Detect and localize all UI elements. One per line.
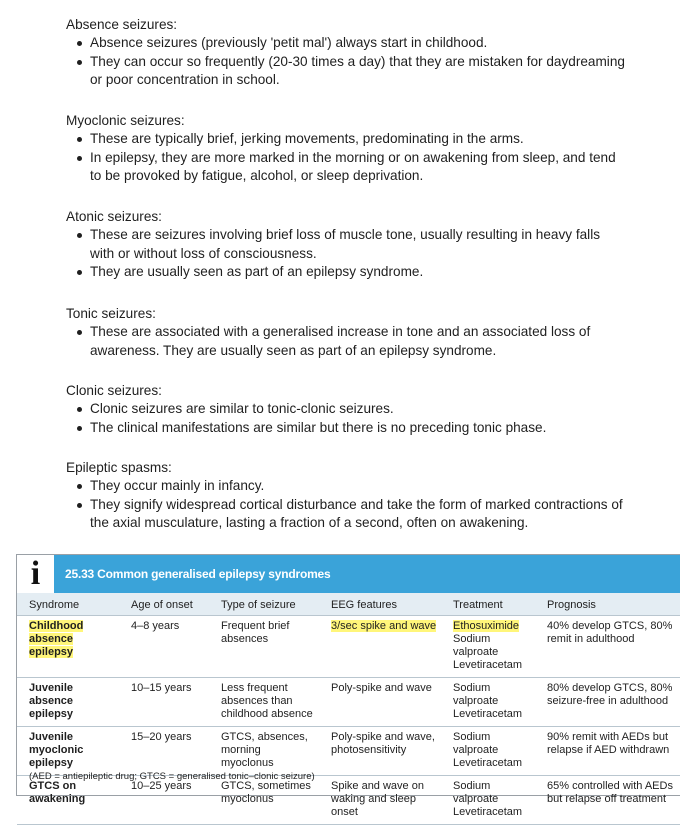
treatment-item: Sodium valproate [453, 682, 499, 707]
bullet: Clonic seizures are similar to tonic-clonic seizures. [66, 400, 626, 419]
syndrome-cell: Juvenile absence epilepsy [17, 678, 119, 727]
age-cell: 10–25 years [119, 776, 209, 825]
section-heading: Myoclonic seizures: [66, 113, 185, 128]
syndrome-cell: Childhood absence epilepsy [29, 620, 84, 658]
section-heading: Clonic seizures: [66, 383, 162, 398]
age-cell: 4–8 years [119, 616, 209, 678]
table-row [17, 616, 680, 678]
epilepsy-syndromes-box [16, 554, 680, 818]
treatment-item: Ethosuximide [453, 620, 520, 632]
eeg-cell: Poly-spike and wave, photosensitivity [319, 727, 441, 776]
section-clonic [66, 381, 626, 437]
treatment-item: Levetiracetam [453, 659, 523, 671]
prognosis-cell: 40% develop GTCS, 80% remit in adulthood [535, 616, 680, 678]
section-atonic [66, 207, 626, 282]
column-header: Type of seizure [209, 593, 319, 616]
bullet: These are seizures involving brief loss of muscle tone, usually resulting in heavy falls with or without loss of consciousness. [66, 226, 626, 263]
table-header-row [17, 593, 680, 616]
box-header [17, 555, 680, 593]
eeg-cell: Spike and wave on waking and sleep onset [319, 776, 441, 825]
bullet: They are usually seen as part of an epilepsy syndrome. [66, 263, 626, 282]
syndrome-cell: GTCS on awakening [17, 776, 119, 825]
treatment-cell [441, 776, 535, 825]
treatment-item: Sodium valproate [453, 780, 499, 805]
table-footnote: (AED = antiepileptic drug; GTCS = generalised tonic–clonic seizure) [29, 771, 315, 782]
prognosis-cell: 90% remit with AEDs but relapse if AED withdrawn [535, 727, 680, 776]
column-header: Syndrome [17, 593, 119, 616]
treatment-item: Sodium valproate [453, 633, 499, 658]
table-row [17, 678, 680, 727]
column-header: Age of onset [119, 593, 209, 616]
seizure-type-cell: GTCS, sometimes myoclonus [209, 776, 319, 825]
bullet: They signify widespread cortical disturbance and take the form of marked contractions of the axial musculature, lasting a fraction of a second, often on awakening. [66, 496, 626, 533]
bullet: In epilepsy, they are more marked in the morning or on awakening from sleep, and tend to be provoked by fatigue, alcohol, or sleep deprivation. [66, 149, 626, 186]
section-tonic [66, 304, 626, 360]
treatment-cell [441, 616, 535, 678]
table-row [17, 727, 680, 776]
prognosis-cell: 80% develop GTCS, 80% seizure-free in adulthood [535, 678, 680, 727]
syndromes-table [17, 593, 680, 825]
treatment-cell [441, 678, 535, 727]
syndrome-cell: Juvenile myoclonic epilepsy [17, 727, 119, 776]
age-cell: 10–15 years [119, 678, 209, 727]
bullet: They can occur so frequently (20-30 times a day) that they are mistaken for daydreaming or poor concentration in school. [66, 53, 626, 90]
seizure-type-cell: GTCS, absences, morning myoclonus [209, 727, 319, 776]
treatment-item: Levetiracetam [453, 806, 523, 818]
prognosis-cell: 65% controlled with AEDs but relapse off treatment [535, 776, 680, 825]
bullet: These are associated with a generalised increase in tone and an associated loss of awareness. They are usually seen as part of an epilepsy syndrome. [66, 323, 626, 360]
column-header: Treatment [441, 593, 535, 616]
section-myoclonic [66, 111, 626, 186]
treatment-item: Levetiracetam [453, 757, 523, 769]
section-spasms [66, 458, 626, 533]
column-header: Prognosis [535, 593, 680, 616]
section-heading: Epileptic spasms: [66, 460, 172, 475]
treatment-cell [441, 727, 535, 776]
section-heading: Absence seizures: [66, 17, 178, 32]
bullet: These are typically brief, jerking movements, predominating in the arms. [66, 130, 626, 149]
bullet: The clinical manifestations are similar but there is no preceding tonic phase. [66, 419, 626, 438]
treatment-item: Sodium valproate [453, 731, 499, 756]
seizure-type-cell: Less frequent absences than childhood absence [209, 678, 319, 727]
eeg-cell: Poly-spike and wave [319, 678, 441, 727]
treatment-item: Levetiracetam [453, 708, 523, 720]
info-icon: i [17, 555, 55, 593]
seizure-type-cell: Frequent brief absences [209, 616, 319, 678]
table-row [17, 776, 680, 825]
section-heading: Atonic seizures: [66, 209, 162, 224]
bullet: They occur mainly in infancy. [66, 477, 626, 496]
age-cell: 15–20 years [119, 727, 209, 776]
bullet: Absence seizures (previously 'petit mal') always start in childhood. [66, 34, 626, 53]
column-header: EEG features [319, 593, 441, 616]
eeg-cell: 3/sec spike and wave [331, 620, 437, 632]
section-heading: Tonic seizures: [66, 306, 156, 321]
box-title: 25.33 Common generalised epilepsy syndromes [65, 567, 331, 581]
section-absence [66, 15, 626, 90]
